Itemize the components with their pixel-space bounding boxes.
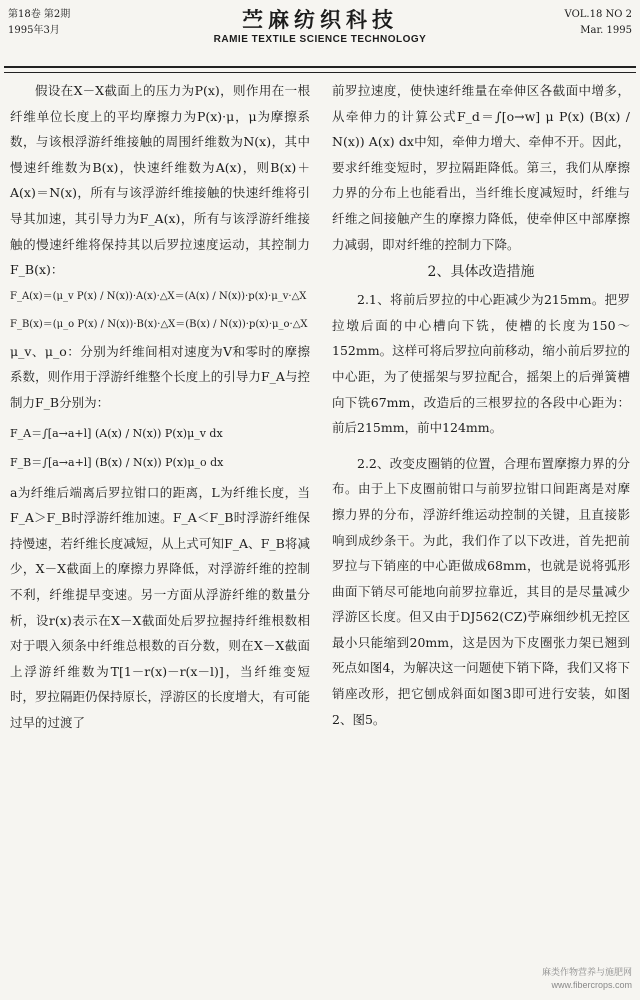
- right-column: [332, 78, 630, 732]
- equation-fa: F_A(x)＝(μ_v P(x) / N(x))·A(x)·△X＝(A(x) / N(x))·p(x)·μ_v·△X: [10, 290, 307, 302]
- section-heading: 2、具体改造措施: [427, 264, 535, 281]
- body-paragraph: 2.1、将前后罗拉的中心距减少为215mm。把罗拉墩后面的中心槽向下铣，使槽的长度为150～152mm。这样可将后罗拉向前移动，缩小前后罗拉的中心距，为了使摇架与罗拉配合，摇架上的后弹簧槽向下铣67mm，改造后的三根罗拉的各段中心距为：前后215mm，前中124mm。: [332, 292, 630, 436]
- watermark-line-cn: 麻类作物营养与施肥网: [541, 967, 632, 977]
- body-paragraph: 2.2、改变皮圈销的位置，合理布置摩擦力界的分布。由于上下皮圈前钳口与前罗拉钳口间距离是对摩擦力界的分布，浮游纤维运动控制的关键，且直接影响到成纱条干。为此，我们作了以下改进，首先把前罗拉与下销座的中心距做成68mm，也就是说将弧形曲面下销尽可能地向前罗拉靠近，其目的是尽量减少浮游区长度。但又由于DJ562(CZ)苧麻细纱机无控区最小只能缩到20mm，这是因为下皮圈张力架已翘到死点如图4，为解决这一问题使下销下降，我们又将下销座改形，把它刨成斜面如图3即可进行安装，如图2、图5。: [332, 455, 630, 727]
- watermark-line-url: www.fibercrops.com: [551, 980, 632, 990]
- paragraph-spacer: [332, 441, 630, 451]
- integral-fb: F_B＝∫[a→a+l] (B(x) / N(x)) P(x)μ_o dx: [10, 455, 224, 469]
- journal-header: [0, 0, 640, 66]
- body-paragraph: a为纤维后端离后罗拉钳口的距离，L为纤维长度，当F_A＞F_B时浮游纤维加速。F_A＜F_B时浮游纤维保持慢速，若纤维长度减短，从上式可知F_A、F_B将减少，X－X截面上的摩擦力界降低，对浮游纤维的控制不利，纤维提早变速。另一方面从浮游纤维的数量分析，设r(x)表示在X－X截面处后罗拉握持纤维根数相对于喂入须条中纤维总根数的百分数，则在X－X截面上浮游纤维数为T[1－r(x)－r(x－l)]，当纤维变短时，罗拉隔距仍保持原长，浮游区的长度增大，有可能过早的过渡了: [10, 484, 311, 730]
- header-divider: [4, 66, 636, 73]
- left-column: [10, 78, 310, 735]
- equation-fb: F_B(x)＝(μ_o P(x) / N(x))·B(x)·△X＝(B(x) / N(x))·p(x)·μ_o·△X: [10, 318, 308, 330]
- publish-date-cn: 1995年3月: [8, 25, 60, 36]
- volume-issue-cn: 第18卷 第2期: [8, 9, 71, 20]
- publish-date-en: Mar. 1995: [580, 25, 632, 36]
- body-paragraph: 前罗拉速度，使快速纤维量在牵伸区各截面中增多，从牵伸力的计算公式F_d＝∫[o→w] μ P(x) (B(x) / N(x)) A(x) dx中知，牵伸力增大、牵伸不开。因此，要求纤维变短时，罗拉隔距降低。第三，我们从摩擦力界的分布上也能看出，当纤维长度减短时，纤维与纤维之间接触产生的摩擦力降低，使牵伸区中部摩擦力减弱，即对纤维的控制力下降。: [332, 83, 630, 252]
- journal-title-cn: 苎麻纺织科技: [242, 7, 398, 32]
- volume-issue-en: VOL.18 NO 2: [564, 9, 632, 20]
- watermark: [542, 966, 632, 992]
- body-paragraph: μ_v、μ_o：分别为纤维间相对速度为V和零时的摩擦系数，则作用于浮游纤维整个长度上的引导力F_A与控制力F_B分别为：: [10, 343, 310, 410]
- integral-fa: F_A＝∫[a→a+l] (A(x) / N(x)) P(x)μ_v dx: [10, 426, 223, 440]
- body-paragraph: 假设在X－X截面上的压力为P(x)，则作用在一根纤维单位长度上的平均摩擦力为P(x)·μ，μ为摩擦系数，与该根浮游纤维接触的周围纤维数为N(x)，其中慢速纤维数为B(x)，快速纤维数为A(x)，则B(x)＋A(x)＝N(x)，所有与该浮游纤维接触的快速纤维将引导其加速，其引导力为F_A(x)，所有与该浮游纤维接触的慢速纤维将保持其以后罗拉速度运动，其控制力F_B(x)：: [10, 83, 310, 278]
- journal-title-en: RAMIE TEXTILE SCIENCE TECHNOLOGY: [213, 34, 427, 45]
